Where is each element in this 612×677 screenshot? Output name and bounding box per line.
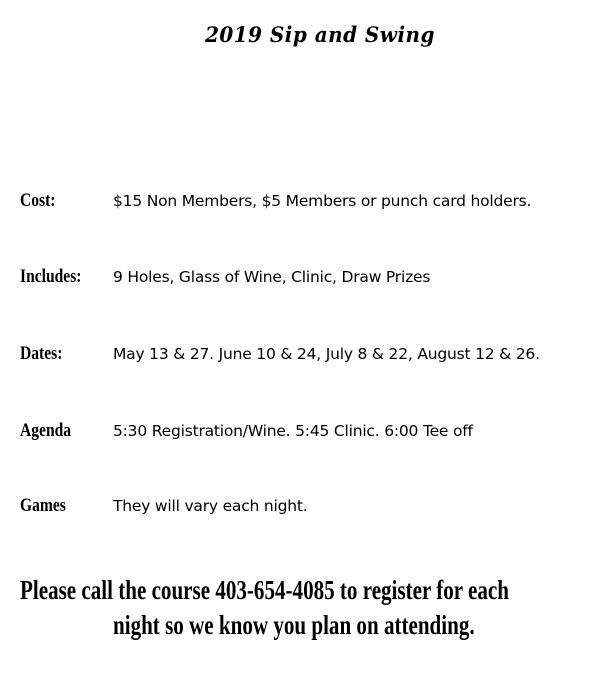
includes-label: Includes:: [20, 266, 82, 287]
agenda-row: [20, 420, 600, 450]
cost-value: $15 Non Members, $5 Members or punch card holders.: [113, 192, 532, 210]
includes-row: [20, 266, 600, 296]
registration-notice-line-1: Please call the course 403-654-4085 to register for each: [20, 575, 509, 605]
games-label: Games: [20, 495, 66, 516]
games-value: They will vary each night.: [113, 497, 308, 515]
dates-value: May 13 & 27. June 10 & 24, July 8 & 22, August 12 & 26.: [113, 345, 540, 363]
registration-notice-line-2: night so we know you plan on attending.: [113, 610, 475, 640]
agenda-label: Agenda: [20, 420, 72, 441]
agenda-value: 5:30 Registration/Wine. 5:45 Clinic. 6:00 Tee off: [113, 422, 473, 440]
cost-label: Cost:: [20, 190, 56, 211]
cost-row: [20, 190, 600, 220]
dates-label: Dates:: [20, 343, 63, 364]
document-title: 2019 Sip and Swing: [205, 22, 435, 47]
games-row: [20, 495, 600, 525]
dates-row: [20, 343, 600, 373]
includes-value: 9 Holes, Glass of Wine, Clinic, Draw Prizes: [113, 268, 431, 286]
